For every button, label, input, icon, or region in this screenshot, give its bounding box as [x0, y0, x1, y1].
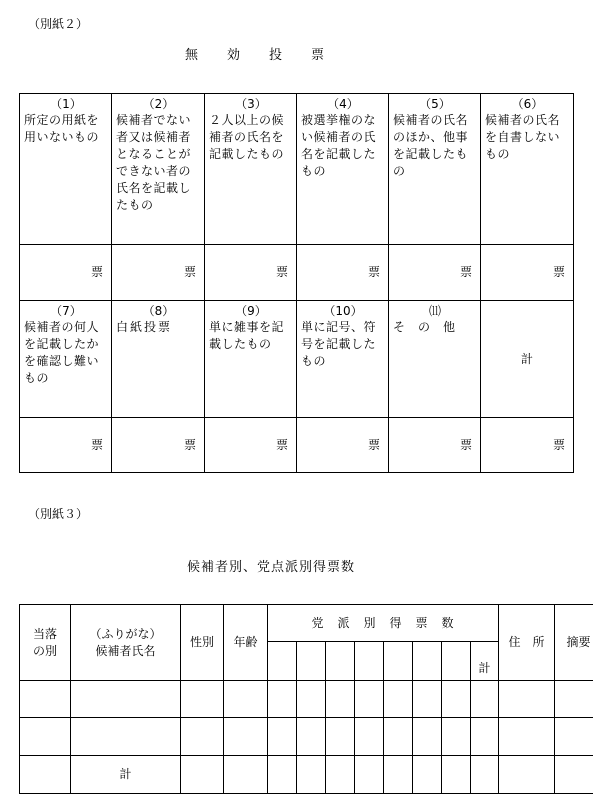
party-vote-cell[interactable] [297, 681, 326, 718]
reason-number: （3） [235, 97, 267, 111]
party-vote-cell[interactable] [268, 718, 297, 756]
address-header: 住 所 [499, 605, 555, 681]
subtotal-cell[interactable] [471, 756, 499, 794]
reason-cell [20, 94, 112, 245]
gender-header: 性別 [181, 605, 224, 681]
party-vote-cell[interactable] [442, 718, 471, 756]
party-column-header [326, 642, 355, 681]
vote-count-cell[interactable]: 票 [112, 245, 205, 301]
party-vote-cell[interactable] [384, 681, 413, 718]
party-column-header [268, 642, 297, 681]
reason-text: そ の 他 [393, 320, 456, 334]
remarks-cell[interactable] [555, 756, 593, 794]
result-cell[interactable] [20, 756, 71, 794]
party-votes-header: 党 派 別 得 票 数 [268, 605, 499, 642]
remarks-cell[interactable] [555, 681, 593, 718]
party-vote-cell[interactable] [442, 681, 471, 718]
age-cell[interactable] [224, 681, 268, 718]
result-cell[interactable] [20, 681, 71, 718]
header-row-1 [20, 605, 593, 642]
reason-number: （1） [50, 97, 82, 111]
reason-number: （8） [142, 304, 175, 318]
total-label: 計 [71, 756, 181, 794]
reason-number: （6） [511, 97, 544, 111]
party-vote-cell[interactable] [268, 681, 297, 718]
party-vote-cell[interactable] [326, 681, 355, 718]
subtotal-cell[interactable] [471, 718, 499, 756]
reason-cell [389, 94, 481, 245]
party-vote-cell[interactable] [384, 756, 413, 794]
party-column-header [413, 642, 442, 681]
name-kana-header: （ふりがな） [89, 626, 162, 641]
reason-cell [297, 301, 389, 418]
reason-text: 単に記号、符号を記載したもの [301, 320, 377, 368]
address-cell[interactable] [499, 718, 555, 756]
annex2-label: （別紙２） [28, 17, 89, 31]
result-header [20, 605, 71, 681]
party-vote-cell[interactable] [384, 718, 413, 756]
vote-count-row-1 [20, 245, 574, 301]
reason-cell [297, 94, 389, 245]
party-vote-cell[interactable] [297, 718, 326, 756]
total-row [20, 756, 593, 794]
reason-number: （2） [142, 97, 175, 111]
total-vote-count-cell[interactable]: 票 [481, 418, 574, 473]
party-column-header [355, 642, 384, 681]
address-cell[interactable] [499, 756, 555, 794]
party-vote-cell[interactable] [355, 718, 384, 756]
reason-cell [389, 301, 481, 418]
name-cell[interactable] [71, 681, 181, 718]
reason-text: 候補者の氏名を自書しないもの [485, 113, 561, 161]
party-vote-cell[interactable] [442, 756, 471, 794]
party-vote-cell[interactable] [355, 681, 384, 718]
gender-cell[interactable] [181, 681, 224, 718]
party-vote-cell[interactable] [413, 756, 442, 794]
result-cell[interactable] [20, 718, 71, 756]
vote-count-cell[interactable]: 票 [205, 418, 297, 473]
candidate-row [20, 718, 593, 756]
party-vote-cell[interactable] [326, 718, 355, 756]
party-vote-cell[interactable] [355, 756, 384, 794]
annex3-title: 候補者別、党点派別得票数 [187, 560, 356, 575]
invalid-reasons-row-1 [20, 94, 574, 245]
gender-cell[interactable] [181, 718, 224, 756]
name-header: 候補者氏名 [95, 643, 156, 658]
party-column-header [442, 642, 471, 681]
vote-count-cell[interactable]: 票 [20, 245, 112, 301]
total-label-cell: 計 [481, 301, 574, 418]
reason-text: ２人以上の候補者の氏名を記載したもの [209, 113, 285, 161]
vote-count-cell[interactable]: 票 [112, 418, 205, 473]
vote-count-cell[interactable]: 票 [389, 418, 481, 473]
reason-number: （7） [50, 304, 82, 318]
party-column-header [297, 642, 326, 681]
annex3-label: （別紙３） [28, 507, 89, 521]
vote-count-cell[interactable]: 票 [297, 245, 389, 301]
invalid-reasons-row-2 [20, 301, 574, 418]
reason-cell [112, 94, 205, 245]
annex2-title: 無 効 投 票 [185, 48, 326, 63]
vote-count-cell[interactable]: 票 [297, 418, 389, 473]
reason-cell [205, 94, 297, 245]
reason-cell [112, 301, 205, 418]
vote-count-row-2 [20, 418, 574, 473]
vote-count-cell[interactable]: 票 [389, 245, 481, 301]
reason-text: 所定の用紙を用いないもの [24, 113, 100, 144]
remarks-cell[interactable] [555, 718, 593, 756]
age-cell[interactable] [224, 718, 268, 756]
reason-number: （4） [327, 97, 359, 111]
address-cell[interactable] [499, 681, 555, 718]
reason-text: 被選挙権のない候補者の氏名を記載したもの [301, 113, 377, 178]
party-column-header [384, 642, 413, 681]
candidate-name-header [71, 605, 181, 681]
vote-count-cell[interactable]: 票 [205, 245, 297, 301]
reason-cell [20, 301, 112, 418]
subtotal-header: 計 [471, 642, 499, 681]
candidate-row [20, 681, 593, 718]
reason-text: 候補者でない者又は候補者となることができない者の氏名を記載したもの [116, 113, 192, 212]
reason-text: 候補者の何人を記載したかを確認し難いもの [24, 320, 100, 385]
reason-cell [205, 301, 297, 418]
vote-count-cell[interactable]: 票 [481, 245, 574, 301]
age-cell[interactable] [224, 756, 268, 794]
invalid-votes-table [19, 93, 574, 473]
reason-number: （9） [235, 304, 267, 318]
party-vote-cell[interactable] [326, 756, 355, 794]
party-vote-cell[interactable] [413, 718, 442, 756]
candidate-votes-table [19, 604, 593, 794]
subtotal-cell[interactable] [471, 681, 499, 718]
name-cell[interactable] [71, 718, 181, 756]
party-vote-cell[interactable] [413, 681, 442, 718]
reason-cell [481, 94, 574, 245]
reason-number: （10） [323, 304, 363, 318]
remarks-header: 摘要 [555, 605, 593, 681]
reason-text: 候補者の氏名のほか、他事を記載したもの [393, 113, 469, 178]
reason-text: 単に雑事を記載したもの [209, 320, 285, 351]
gender-cell[interactable] [181, 756, 224, 794]
party-vote-cell[interactable] [268, 756, 297, 794]
reason-number: （5） [419, 97, 451, 111]
vote-count-cell[interactable]: 票 [20, 418, 112, 473]
reason-number: ⑾ [428, 304, 441, 318]
result-header-text: 当落の別 [32, 626, 57, 658]
reason-text: 白紙投票 [116, 320, 173, 334]
party-vote-cell[interactable] [297, 756, 326, 794]
age-header: 年齢 [224, 605, 268, 681]
